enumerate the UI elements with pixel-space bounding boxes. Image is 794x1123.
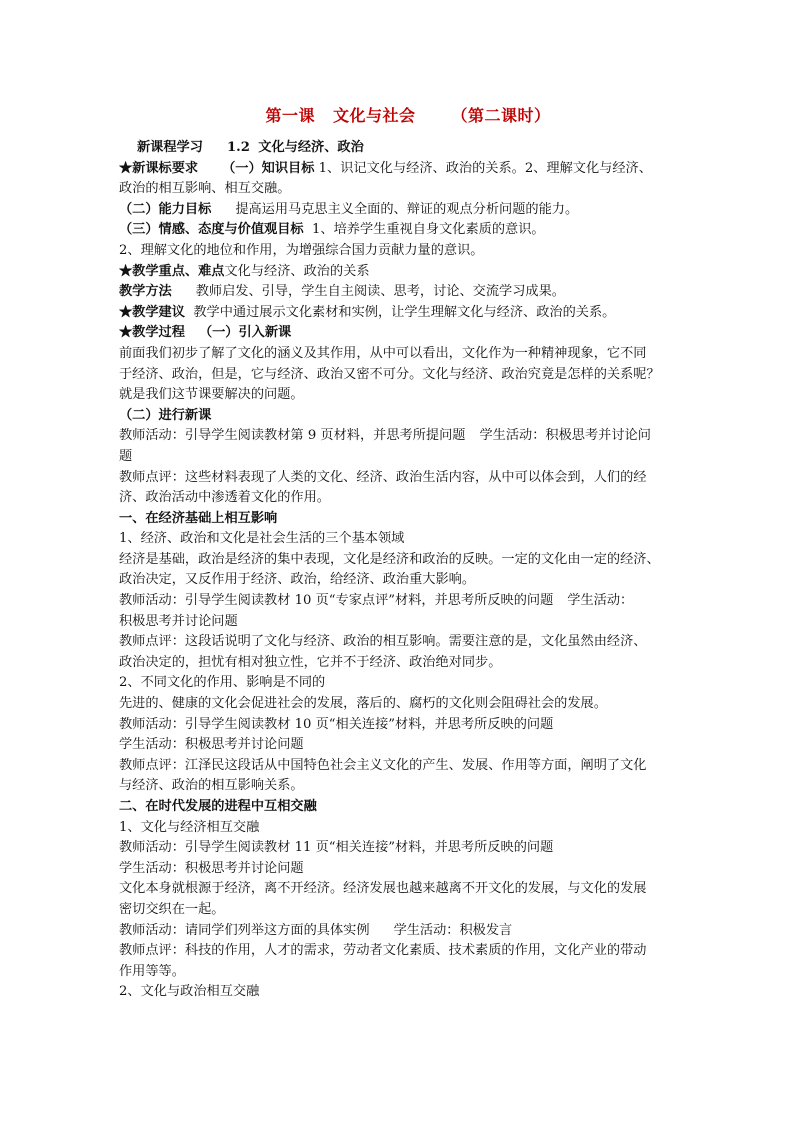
text-line: 2、文化与政治相互交融: [119, 984, 260, 1000]
goals-line: ★新课标要求 （一）知识目标 1、识记文化与经济、政治的关系。2、理解文化与经济、: [119, 160, 652, 176]
text-line: 政治决定的，担忧有相对独立性，它并不于经济、政治绝对同步。: [119, 654, 502, 670]
teaching-method: 教学方法 教师启发、引导，学生自主阅读、思考，讨论、交流学习成果。: [119, 284, 565, 300]
title-lesson: 第一课: [265, 106, 315, 125]
text-line: 教师点评：这段话说明了文化与经济、政治的相互影响。需要注意的是，文化虽然由经济、: [119, 634, 647, 650]
text-line: 就是我们这节课要解决的问题。: [119, 387, 304, 403]
key-points: ★教学重点、难点文化与经济、政治的关系: [119, 263, 370, 279]
title-period: （第二课时）: [451, 106, 551, 125]
text-line: 于经济、政治，但是，它与经济、政治又密不可分。文化与经济、政治究竟是怎样的关系呢？: [119, 366, 660, 382]
text-line: 与经济、政治的相互影响关系。: [119, 778, 304, 794]
text-line: 教师点评：科技的作用，人才的需求，劳动者文化素质、技术素质的作用，文化产业的带动: [119, 943, 647, 959]
section-heading: 一、在经济基础上相互影响: [119, 510, 278, 526]
teacher-activity: 教师活动：请同学们列举这方面的具体实例 学生活动：积极发言: [119, 922, 513, 938]
text-line: 学生活动：积极思考并讨论问题: [119, 860, 304, 876]
subheading: （二）进行新课: [119, 407, 212, 423]
text-line: 政治的相互影响、相互交融。: [119, 181, 291, 197]
text-line: 1、文化与经济相互交融: [119, 819, 260, 835]
text-line: 2、理解文化的地位和作用，为增强综合国力贡献力量的意识。: [119, 242, 484, 258]
emotion-goal: （三）情感、态度与价值观目标 1、培养学生重视自身文化素质的意识。: [119, 222, 545, 238]
section-heading: 二、在时代发展的进程中互相交融: [119, 799, 317, 814]
text-line: 积极思考并讨论问题: [119, 613, 238, 629]
ability-goal: （二）能力目标 提高运用马克思主义全面的、辩证的观点分析问题的能力。: [119, 201, 579, 217]
document-page: [119, 104, 679, 1003]
text-line: 济、政治活动中渗透着文化的作用。: [119, 490, 330, 506]
text-line: 前面我们初步了解了文化的涵义及其作用，从中可以看出，文化作为一种精神现象，它不同: [119, 345, 647, 361]
text-line: 教师活动：引导学生阅读教材 10 页“相关连接”材料，并思考所反映的问题: [119, 716, 554, 732]
text-line: 先进的、健康的文化会促进社会的发展，落后的、腐朽的文化则会阻碍社会的发展。: [119, 696, 607, 712]
teacher-activity: 教师活动：引导学生阅读教材 10 页“专家点评”材料，并思考所反映的问题 学生活动：: [119, 593, 634, 609]
text-line: 政治决定，又反作用于经济、政治，给经济、政治重大影响。: [119, 572, 476, 588]
text-line: 题: [119, 448, 133, 464]
text-line: 1、经济、政治和文化是社会生活的三个基本领域: [119, 531, 405, 547]
page-title: [137, 104, 679, 128]
title-topic: 文化与社会: [332, 106, 416, 125]
text-line: 作用等等。: [119, 963, 185, 979]
text-line: 经济是基础，政治是经济的集中表现，文化是经济和政治的反映。一定的文化由一定的经济、: [119, 551, 660, 567]
course-heading: 新课程学习 1.2 文化与经济、政治: [137, 140, 364, 155]
teacher-activity: 教师活动：引导学生阅读教材第 9 页材料，并思考所提问题 学生活动：积极思考并讨论问: [119, 428, 651, 444]
text-line: 教师点评：江泽民这段话从中国特色社会主义文化的产生、发展、作用等方面，阐明了文化: [119, 757, 647, 773]
teaching-advice: ★教学建议 教学中通过展示文化素材和实例，让学生理解文化与经济、政治的关系。: [119, 304, 616, 320]
text-line: 文化本身就根源于经济，离不开经济。经济发展也越来越离不开文化的发展，与文化的发展: [119, 881, 647, 897]
text-line: 教师活动：引导学生阅读教材 11 页“相关连接”材料，并思考所反映的问题: [119, 840, 554, 856]
text-line: 教师点评：这些材料表现了人类的文化、经济、政治生活内容，从中可以体会到，人们的经: [119, 469, 647, 485]
text-line: 密切交织在一起。: [119, 901, 225, 917]
text-line: 2、不同文化的作用、影响是不同的: [119, 675, 326, 691]
text-line: 学生活动：积极思考并讨论问题: [119, 737, 304, 753]
teaching-process: ★教学过程 （一）引入新课: [119, 325, 292, 341]
